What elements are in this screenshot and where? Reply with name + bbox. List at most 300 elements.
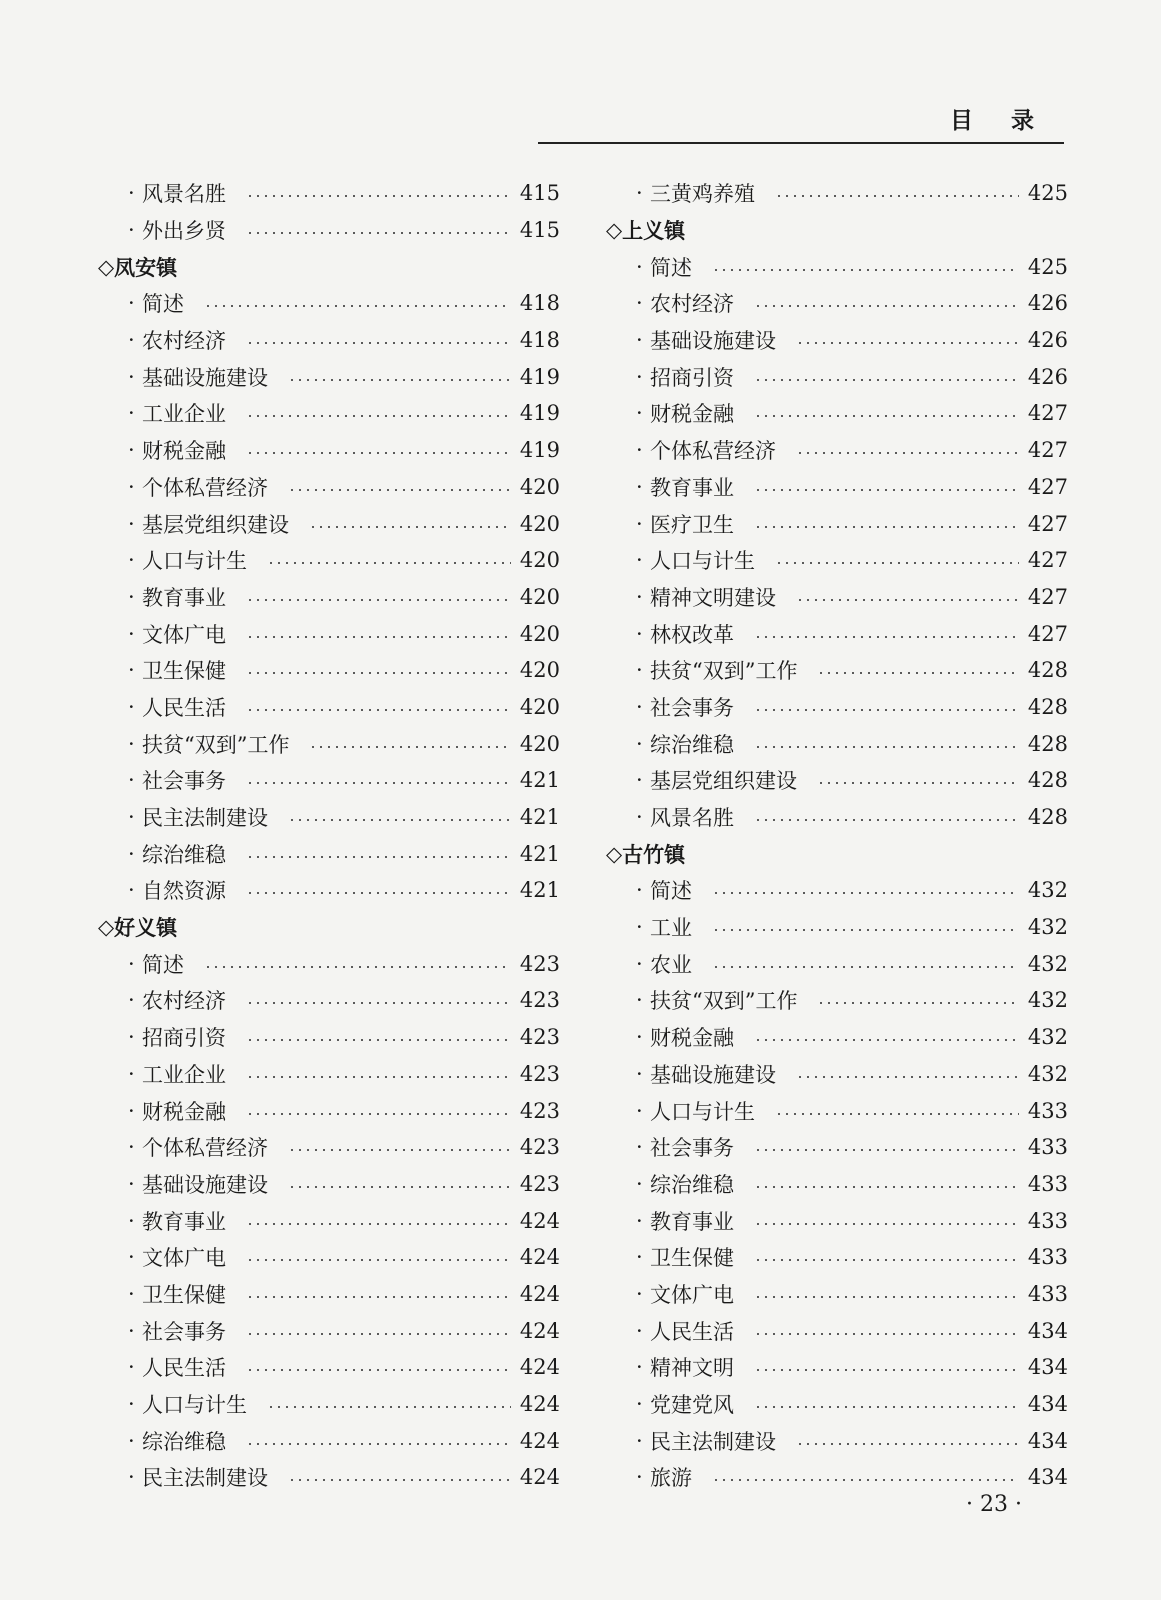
section-title: 好义镇: [114, 916, 178, 941]
bullet-icon: ·: [636, 694, 643, 719]
entry-title: 扶贫“双到”工作: [650, 659, 798, 684]
toc-entry: [98, 505, 560, 542]
toc-entry: [606, 799, 1068, 836]
bullet-icon: ·: [636, 1061, 643, 1086]
bullet-icon: ·: [128, 1208, 135, 1233]
bullet-icon: ·: [636, 181, 643, 206]
section-marker-icon: ◇: [606, 218, 623, 243]
entry-title: 招商引资: [142, 1026, 226, 1051]
bullet-icon: ·: [636, 584, 643, 609]
dot-leader: [246, 856, 511, 858]
entry-title: 个体私营经济: [142, 1136, 268, 1161]
bullet-icon: ·: [636, 658, 643, 683]
dot-leader: [246, 1113, 511, 1115]
bullet-icon: ·: [128, 401, 135, 426]
dot-leader: [754, 1296, 1019, 1298]
toc-entry: [606, 285, 1068, 322]
toc-section-heading: [98, 909, 560, 946]
entry-page-number: 434: [1027, 1465, 1068, 1490]
dot-leader: [796, 1076, 1019, 1078]
entry-page-number: 420: [519, 658, 560, 683]
entry-title: 精神文明: [650, 1356, 734, 1381]
entry-page-number: 427: [1027, 511, 1068, 536]
entry-title: 人民生活: [650, 1319, 734, 1344]
entry-page-number: 421: [519, 768, 560, 793]
toc-entry: [98, 1386, 560, 1423]
dot-leader: [288, 819, 511, 821]
entry-title: 个体私营经济: [650, 439, 776, 464]
entry-page-number: 423: [519, 1098, 560, 1123]
entry-page-number: 433: [1027, 1208, 1068, 1233]
toc-entry: [606, 1386, 1068, 1423]
dot-leader: [288, 379, 511, 381]
toc-entry: [98, 1349, 560, 1386]
dot-leader: [754, 1333, 1019, 1335]
toc-entry: [98, 1312, 560, 1349]
entry-title: 工业企业: [142, 1062, 226, 1087]
toc-entry: [606, 1422, 1068, 1459]
toc-entry: [98, 835, 560, 872]
entry-page-number: 420: [519, 694, 560, 719]
entry-title: 卫生保健: [650, 1246, 734, 1271]
toc-entry: [606, 762, 1068, 799]
entry-title: 基础设施建设: [142, 1172, 268, 1197]
section-marker-icon: ◇: [606, 841, 623, 866]
dot-leader: [246, 232, 511, 234]
entry-page-number: 423: [519, 988, 560, 1013]
entry-page-number: 427: [1027, 548, 1068, 573]
entry-page-number: 420: [519, 548, 560, 573]
entry-title: 人口与计生: [142, 549, 247, 574]
entry-title: 外出乡贤: [142, 219, 226, 244]
dot-leader: [246, 709, 511, 711]
toc-entry: [606, 652, 1068, 689]
bullet-icon: ·: [128, 1465, 135, 1490]
dot-leader: [754, 1369, 1019, 1371]
entry-title: 旅游: [650, 1466, 692, 1491]
entry-page-number: 427: [1027, 584, 1068, 609]
entry-page-number: 419: [519, 364, 560, 389]
entry-page-number: 415: [519, 181, 560, 206]
entry-title: 基层党组织建设: [142, 512, 289, 537]
entry-page-number: 427: [1027, 401, 1068, 426]
section-marker-icon: ◇: [98, 915, 115, 940]
toc-entry: [606, 982, 1068, 1019]
entry-title: 农村经济: [142, 989, 226, 1014]
entry-page-number: 432: [1027, 1061, 1068, 1086]
entry-page-number: 434: [1027, 1355, 1068, 1380]
entry-title: 简述: [650, 255, 692, 280]
entry-page-number: 424: [519, 1245, 560, 1270]
toc-entry: [606, 1202, 1068, 1239]
entry-title: 财税金融: [142, 1099, 226, 1124]
dot-leader: [246, 1333, 511, 1335]
entry-page-number: 420: [519, 474, 560, 499]
entry-title: 文体广电: [142, 1246, 226, 1271]
bullet-icon: ·: [128, 364, 135, 389]
bullet-icon: ·: [128, 474, 135, 499]
dot-leader: [796, 599, 1019, 601]
entry-page-number: 432: [1027, 1025, 1068, 1050]
toc-entry: [606, 1129, 1068, 1166]
entry-title: 农村经济: [650, 292, 734, 317]
bullet-icon: ·: [128, 291, 135, 316]
dot-leader: [754, 1406, 1019, 1408]
entry-title: 民主法制建设: [142, 1466, 268, 1491]
dot-leader: [754, 709, 1019, 711]
dot-leader: [754, 379, 1019, 381]
entry-title: 基础设施建设: [142, 365, 268, 390]
toc-entry: [98, 1166, 560, 1203]
toc-entry: [98, 689, 560, 726]
dot-leader: [246, 1296, 511, 1298]
entry-title: 卫生保健: [142, 1282, 226, 1307]
dot-leader: [817, 672, 1018, 674]
entry-title: 医疗卫生: [650, 512, 734, 537]
bullet-icon: ·: [128, 878, 135, 903]
bullet-icon: ·: [636, 915, 643, 940]
dot-leader: [796, 342, 1019, 344]
dot-leader: [246, 1076, 511, 1078]
dot-leader: [309, 526, 511, 528]
bullet-icon: ·: [636, 1245, 643, 1270]
entry-page-number: 427: [1027, 474, 1068, 499]
entry-page-number: 432: [1027, 988, 1068, 1013]
entry-page-number: 433: [1027, 1281, 1068, 1306]
bullet-icon: ·: [636, 768, 643, 793]
bullet-icon: ·: [128, 438, 135, 463]
bullet-icon: ·: [128, 1098, 135, 1123]
toc-entry: [606, 1312, 1068, 1349]
bullet-icon: ·: [636, 1465, 643, 1490]
entry-title: 综治维稳: [142, 1429, 226, 1454]
dot-leader: [754, 1149, 1019, 1151]
bullet-icon: ·: [128, 328, 135, 353]
dot-leader: [246, 415, 511, 417]
entry-page-number: 421: [519, 841, 560, 866]
dot-leader: [754, 489, 1019, 491]
dot-leader: [246, 782, 511, 784]
entry-title: 教育事业: [650, 475, 734, 500]
dot-leader: [267, 562, 511, 564]
toc-entry: [98, 469, 560, 506]
toc-entry: [98, 1422, 560, 1459]
bullet-icon: ·: [128, 988, 135, 1013]
entry-page-number: 434: [1027, 1428, 1068, 1453]
bullet-icon: ·: [636, 731, 643, 756]
bullet-icon: ·: [128, 181, 135, 206]
bullet-icon: ·: [128, 731, 135, 756]
dot-leader: [246, 1443, 511, 1445]
entry-page-number: 424: [519, 1355, 560, 1380]
entry-title: 社会事务: [650, 695, 734, 720]
dot-leader: [246, 1223, 511, 1225]
dot-leader: [246, 1039, 511, 1041]
dot-leader: [712, 966, 1019, 968]
dot-leader: [267, 1406, 511, 1408]
dot-leader: [712, 1479, 1019, 1481]
dot-leader: [288, 1186, 511, 1188]
entry-page-number: 432: [1027, 915, 1068, 940]
dot-leader: [288, 1479, 511, 1481]
dot-leader: [817, 1002, 1018, 1004]
entry-page-number: 428: [1027, 768, 1068, 793]
dot-leader: [246, 672, 511, 674]
section-marker-icon: ◇: [98, 254, 115, 279]
entry-page-number: 427: [1027, 621, 1068, 646]
toc-entry: [606, 1459, 1068, 1496]
dot-leader: [204, 305, 511, 307]
section-title: 古竹镇: [622, 842, 686, 867]
bullet-icon: ·: [128, 548, 135, 573]
bullet-icon: ·: [128, 1281, 135, 1306]
toc-entry: [98, 1276, 560, 1313]
dot-leader: [712, 929, 1019, 931]
entry-title: 林权改革: [650, 622, 734, 647]
toc-entry: [606, 248, 1068, 285]
bullet-icon: ·: [636, 511, 643, 536]
entry-page-number: 418: [519, 328, 560, 353]
toc-entry: [98, 1202, 560, 1239]
entry-page-number: 428: [1027, 694, 1068, 719]
entry-page-number: 424: [519, 1318, 560, 1343]
bullet-icon: ·: [128, 1355, 135, 1380]
entry-page-number: 432: [1027, 951, 1068, 976]
toc-entry: [606, 505, 1068, 542]
entry-title: 农业: [650, 952, 692, 977]
bullet-icon: ·: [128, 658, 135, 683]
bullet-icon: ·: [636, 1025, 643, 1050]
bullet-icon: ·: [636, 1318, 643, 1343]
entry-page-number: 433: [1027, 1171, 1068, 1196]
entry-page-number: 424: [519, 1428, 560, 1453]
dot-leader: [754, 1186, 1019, 1188]
entry-title: 风景名胜: [650, 806, 734, 831]
bullet-icon: ·: [128, 951, 135, 976]
entry-page-number: 427: [1027, 438, 1068, 463]
dot-leader: [775, 1113, 1019, 1115]
entry-page-number: 426: [1027, 291, 1068, 316]
toc-entry: [606, 615, 1068, 652]
bullet-icon: ·: [128, 694, 135, 719]
bullet-icon: ·: [128, 1171, 135, 1196]
entry-title: 基础设施建设: [650, 329, 776, 354]
dot-leader: [754, 305, 1019, 307]
dot-leader: [754, 1223, 1019, 1225]
bullet-icon: ·: [636, 621, 643, 646]
bullet-icon: ·: [636, 254, 643, 279]
entry-title: 教育事业: [650, 1209, 734, 1234]
dot-leader: [754, 1259, 1019, 1261]
toc-entry: [606, 1056, 1068, 1093]
entry-page-number: 423: [519, 1171, 560, 1196]
dot-leader: [246, 1259, 511, 1261]
entry-page-number: 423: [519, 1135, 560, 1160]
entry-page-number: 433: [1027, 1245, 1068, 1270]
toc-entry: [98, 725, 560, 762]
entry-title: 人口与计生: [650, 549, 755, 574]
bullet-icon: ·: [128, 1245, 135, 1270]
entry-title: 农村经济: [142, 329, 226, 354]
toc-entry: [606, 872, 1068, 909]
bullet-icon: ·: [636, 878, 643, 903]
dot-leader: [754, 636, 1019, 638]
entry-title: 党建党风: [650, 1393, 734, 1418]
bullet-icon: ·: [128, 1135, 135, 1160]
toc-entry: [98, 762, 560, 799]
toc-entry: [98, 579, 560, 616]
entry-page-number: 420: [519, 621, 560, 646]
bullet-icon: ·: [636, 1428, 643, 1453]
toc-entry: [606, 542, 1068, 579]
bullet-icon: ·: [636, 1355, 643, 1380]
bullet-icon: ·: [636, 1208, 643, 1233]
toc-entry: [98, 432, 560, 469]
toc-entry: [606, 579, 1068, 616]
bullet-icon: ·: [128, 584, 135, 609]
entry-page-number: 433: [1027, 1098, 1068, 1123]
dot-leader: [754, 526, 1019, 528]
toc-entry: [98, 1239, 560, 1276]
entry-title: 简述: [142, 292, 184, 317]
entry-title: 人民生活: [142, 1356, 226, 1381]
dot-leader: [246, 342, 511, 344]
dot-leader: [246, 1369, 511, 1371]
entry-title: 社会事务: [142, 1319, 226, 1344]
bullet-icon: ·: [636, 328, 643, 353]
bullet-icon: ·: [636, 438, 643, 463]
entry-title: 扶贫“双到”工作: [650, 989, 798, 1014]
entry-title: 综治维稳: [142, 842, 226, 867]
dot-leader: [246, 636, 511, 638]
toc-entry: [98, 542, 560, 579]
toc-entry: [606, 725, 1068, 762]
entry-page-number: 421: [519, 805, 560, 830]
entry-page-number: 423: [519, 951, 560, 976]
toc-entry: [98, 652, 560, 689]
toc-entry: [606, 432, 1068, 469]
toc-entry: [98, 1019, 560, 1056]
entry-title: 社会事务: [650, 1136, 734, 1161]
entry-page-number: 420: [519, 511, 560, 536]
bullet-icon: ·: [636, 1281, 643, 1306]
toc-entry: [606, 175, 1068, 212]
toc-entry: [98, 982, 560, 1019]
entry-title: 基础设施建设: [650, 1062, 776, 1087]
bullet-icon: ·: [636, 1171, 643, 1196]
dot-leader: [775, 195, 1019, 197]
dot-leader: [775, 562, 1019, 564]
dot-leader: [754, 1039, 1019, 1041]
entry-page-number: 423: [519, 1061, 560, 1086]
entry-title: 教育事业: [142, 585, 226, 610]
dot-leader: [754, 819, 1019, 821]
entry-title: 综治维稳: [650, 732, 734, 757]
entry-title: 风景名胜: [142, 182, 226, 207]
entry-title: 简述: [650, 879, 692, 904]
entry-title: 基层党组织建设: [650, 769, 797, 794]
entry-page-number: 434: [1027, 1318, 1068, 1343]
dot-leader: [204, 966, 511, 968]
entry-page-number: 426: [1027, 328, 1068, 353]
bullet-icon: ·: [128, 805, 135, 830]
bullet-icon: ·: [128, 841, 135, 866]
entry-page-number: 415: [519, 218, 560, 243]
entry-page-number: 432: [1027, 878, 1068, 903]
entry-title: 工业: [650, 916, 692, 941]
entry-page-number: 424: [519, 1392, 560, 1417]
dot-leader: [712, 269, 1019, 271]
bullet-icon: ·: [636, 805, 643, 830]
toc-entry: [606, 469, 1068, 506]
entry-title: 民主法制建设: [650, 1429, 776, 1454]
entry-title: 自然资源: [142, 879, 226, 904]
entry-page-number: 426: [1027, 364, 1068, 389]
entry-page-number: 419: [519, 438, 560, 463]
entry-title: 文体广电: [142, 622, 226, 647]
dot-leader: [246, 599, 511, 601]
toc-entry: [606, 358, 1068, 395]
bullet-icon: ·: [128, 511, 135, 536]
toc-entry: [98, 322, 560, 359]
entry-title: 人口与计生: [650, 1099, 755, 1124]
entry-page-number: 418: [519, 291, 560, 316]
entry-title: 财税金融: [650, 1026, 734, 1051]
entry-page-number: 428: [1027, 731, 1068, 756]
toc-entry: [98, 175, 560, 212]
toc-right-column: [606, 175, 1068, 1496]
page-number: · 23 ·: [966, 1492, 1022, 1517]
toc-entry: [98, 945, 560, 982]
toc-entry: [98, 395, 560, 432]
entry-title: 人口与计生: [142, 1393, 247, 1418]
running-header: [538, 102, 1072, 144]
entry-page-number: 423: [519, 1025, 560, 1050]
section-title: 上义镇: [622, 219, 686, 244]
entry-page-number: 428: [1027, 658, 1068, 683]
bullet-icon: ·: [128, 1392, 135, 1417]
entry-title: 招商引资: [650, 365, 734, 390]
bullet-icon: ·: [128, 621, 135, 646]
entry-title: 卫生保健: [142, 659, 226, 684]
toc-entry: [98, 799, 560, 836]
entry-page-number: 425: [1027, 181, 1068, 206]
toc-section-heading: [606, 835, 1068, 872]
entry-page-number: 420: [519, 584, 560, 609]
bullet-icon: ·: [636, 1392, 643, 1417]
entry-title: 财税金融: [650, 402, 734, 427]
toc-entry: [606, 395, 1068, 432]
entry-title: 精神文明建设: [650, 585, 776, 610]
toc-entry: [98, 285, 560, 322]
entry-page-number: 421: [519, 878, 560, 903]
dot-leader: [796, 1443, 1019, 1445]
dot-leader: [817, 782, 1019, 784]
bullet-icon: ·: [636, 1098, 643, 1123]
entry-title: 民主法制建设: [142, 806, 268, 831]
bullet-icon: ·: [128, 218, 135, 243]
dot-leader: [288, 1149, 511, 1151]
entry-page-number: 424: [519, 1208, 560, 1233]
entry-title: 文体广电: [650, 1282, 734, 1307]
toc-entry: [98, 1092, 560, 1129]
toc-entry: [98, 1459, 560, 1496]
dot-leader: [712, 892, 1019, 894]
entry-page-number: 419: [519, 401, 560, 426]
entry-title: 工业企业: [142, 402, 226, 427]
bullet-icon: ·: [636, 364, 643, 389]
entry-page-number: 425: [1027, 254, 1068, 279]
